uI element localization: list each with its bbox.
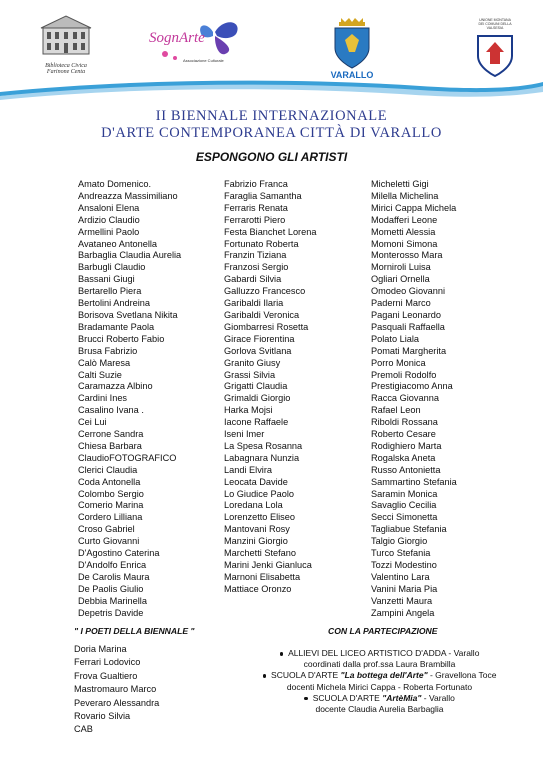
title-line-1: II BIENNALE INTERNAZIONALE [155,108,388,124]
artist-name: Gorlova Svitlana [224,345,292,356]
artist-name: Labagnara Nunzia [224,452,300,463]
artist-name: Momoni Simona [371,238,438,249]
artist-name: Depetris Davide [78,607,144,618]
poet-name: Frova Gualtiero [74,670,138,681]
artist-name: Brucci Roberto Fabio [78,333,165,344]
artist-name: Garibaldi Veronica [224,309,300,320]
artist-name: Riboldi Rossana [371,417,438,428]
unione-line1: UNIONE MONTANA [479,18,511,22]
artist-name: Russo Antonietta [371,464,441,475]
artist-name: Savaglio Cecilia [371,500,437,511]
artist-name: Rafael Leon [371,405,421,416]
artist-name: Ferraris Renata [224,202,288,213]
poet-name: CAB [74,724,93,735]
sognarte-logo [145,14,245,74]
artist-name: Avataneo Antonella [78,238,158,249]
artist-name: Sammartino Stefania [371,476,457,487]
unione-montana-logo [470,18,520,84]
artist-name: Borisova Svetlana Nikita [78,309,178,320]
artist-name: Marini Jenki Gianluca [224,560,312,570]
participation-item-title-post: - Gravellona Toce [427,670,497,681]
participation-item [252,670,507,692]
artist-name: Marnoni Elisabetta [224,571,301,582]
artist-name: Mometti Alessia [371,226,436,237]
artists-column-3 [371,179,457,620]
artist-name: Brusa Fabrizio [78,345,138,356]
artist-name: Giombarresi Rosetta [224,321,309,332]
artist-name: Porro Monica [371,357,426,368]
poets-heading: " I POETI DELLA BIENNALE " [74,626,195,636]
artist-name: Rogalska Aneta [371,452,436,463]
artist-name: Andreazza Massimiliano [78,190,178,201]
header [0,0,543,100]
artist-name: Leocata Davide [224,476,288,487]
artist-name: Fabrizio Franca [224,179,288,189]
artist-name: Premoli Rodolfo [371,369,437,380]
artist-name: Saramin Monica [371,488,438,499]
artist-name: Iacone Raffaele [224,417,289,428]
participation-list [252,648,507,715]
artist-name: Tagliabue Stefania [371,524,447,535]
artist-name: Valentino Lara [371,571,430,582]
artist-name: De Carolis Maura [78,571,150,582]
shield-icon [470,30,520,80]
artist-name: Morniroli Luisa [371,262,431,273]
artist-name: Vanini Maria Pia [371,583,438,594]
artist-name: Cei Lui [78,417,107,428]
artist-name: Cordero Lilliana [78,512,143,523]
bullet-icon [304,697,308,701]
artist-name: Turco Stefania [371,548,431,559]
artist-name: Calò Maresa [78,357,131,368]
artist-name: Monterosso Mara [371,250,443,261]
artist-name: Curto Giovanni [78,536,140,547]
poet-name: Doria Marina [74,644,127,654]
poet-name: Peveraro Alessandra [74,697,160,708]
participation-item [252,648,507,670]
artist-name: ClaudioFOTOGRAFICO [78,452,177,463]
library-name-line1: Biblioteca Civica [45,63,87,69]
artist-name: La Spesa Rosanna [224,440,303,451]
library-logo [35,14,97,78]
poets-list [74,643,159,737]
artist-name: Mantovani Rosy [224,524,290,535]
artist-name: Racca Giovanna [371,393,439,404]
artist-name: Mirici Cappa Michela [371,202,457,213]
artist-name: Polato Liala [371,333,420,344]
artist-name: Franzin Tiziana [224,250,287,261]
artist-name: Rodighiero Marta [371,440,442,451]
artist-name: Secci Simonetta [371,512,438,523]
varallo-name: VARALLO [330,70,374,80]
artist-name: Loredana Lola [224,500,283,511]
participation-item-title: ALLIEVI DEL LICEO ARTISTICO D'ADDA - Varallo [288,648,480,658]
artist-name: Omodeo Giovanni [371,286,446,297]
artist-name: Barbugli Claudio [78,262,146,273]
sognarte-subtitle: Associazione Culturale [183,58,224,63]
artist-name: Pagani Leonardo [371,309,441,320]
bullet-icon [263,674,267,678]
artist-name: Lo Giudice Paolo [224,488,294,499]
artist-name: Vanzetti Maura [371,595,433,606]
artist-name: Caramazza Albino [78,381,153,392]
artist-name: Grigatti Claudia [224,381,288,392]
bullet-icon [280,652,284,656]
artist-name: Bassani Giugi [78,274,135,285]
artist-name: Girace Fiorentina [224,333,295,344]
artist-name: De Paolis Giulio [78,583,144,594]
artist-name: Ogliari Ornella [371,274,430,285]
participation-item-title-pre: SCUOLA D'ARTE [312,692,383,703]
artist-name: Milella Michelina [371,190,439,201]
artist-name: Manzini Giorgio [224,536,288,547]
participation-heading: CON LA PARTECIPAZIONE [328,626,438,636]
artist-name: Zampini Angela [371,607,435,618]
artist-name: Galluzzo Francesco [224,286,306,297]
artist-name: Comerio Marina [78,500,144,511]
artist-name: Grassi Silvia [224,369,276,380]
participation-item-detail: docenti Michela Mirici Cappa - Roberta Fortunato [286,681,473,692]
participation-item-school-name: "ArtèMia" [382,692,422,703]
title-line-2: D'ARTE CONTEMPORANEA CITTÀ DI VARALLO [101,125,442,141]
poet-name: Ferrari Lodovico [74,657,141,668]
participation-item-detail: coordinati dalla prof.ssa Laura Brambilla [303,659,456,670]
artist-name: Gabardi Silvia [224,274,282,285]
artist-name: Micheletti Gigi [371,179,429,189]
artist-name: Lorenzetto Eliseo [224,512,295,523]
artist-name: Talgio Giorgio [371,536,428,547]
artist-name: Cardini Ines [78,393,128,404]
artist-name: Coda Antonella [78,476,141,487]
artist-name: Paderni Marco [371,298,431,309]
artist-name: Festa Bianchet Lorena [224,226,317,237]
artist-name: Franzosi Sergio [224,262,289,273]
artist-name: Barbaglia Claudia Aurelia [78,250,182,261]
artist-name: Calti Suzie [78,369,122,380]
varallo-logo [327,18,377,84]
artist-name: Debbia Marinella [78,595,147,606]
sognarte-name: SognArte [149,30,205,46]
artist-name: Colombo Sergio [78,488,144,499]
participation-item-title-post: - Varallo [421,692,455,703]
artist-name: Prestigiacomo Anna [371,381,453,392]
participation-item [252,693,507,715]
artist-name: Garibaldi Ilaria [224,298,284,309]
subtitle: ESPONGONO GLI ARTISTI [195,150,348,164]
artist-name: Ansaloni Elena [78,202,140,213]
poet-name: Mastromauro Marco [74,684,157,695]
artist-name: Bradamante Paola [78,321,155,332]
artist-name: Mattiace Oronzo [224,583,292,594]
unione-line2: DEI COMUNI DELLA VALSESIA [478,22,512,30]
artist-name: Amato Domenico. [78,179,152,189]
participation-item-school-name: "La bottega dell'Arte" [340,670,428,681]
artist-name: D'Agostino Caterina [78,548,160,559]
artist-name: Tozzi Modestino [371,560,437,570]
participation-item-detail: docente Claudia Aurelia Barbaglia [315,704,444,715]
artist-name: Harka Mojsi [224,405,273,416]
library-building-icon [35,14,97,58]
artist-name: Ferrarotti Piero [224,214,286,225]
header-wave-decoration [0,78,543,102]
artist-name: Landi Elvira [224,464,273,475]
artist-name: Casalino Ivana . [78,405,144,416]
artist-name: Armellini Paolo [78,226,140,237]
artist-name: Pasquali Raffaella [371,321,445,332]
artist-name: Fortunato Roberta [224,238,299,249]
artist-name: Croso Gabriel [78,524,135,535]
artist-name: Granito Giusy [224,357,281,368]
participation-item-title-pre: SCUOLA D'ARTE [271,670,341,681]
artist-name: Modafferi Leone [371,214,438,225]
artist-name: Roberto Cesare [371,429,436,440]
artist-name: Chiesa Barbara [78,440,142,451]
poet-name: Rovario Silvia [74,711,131,722]
artists-column-2 [224,179,316,596]
artists-column-1 [78,179,181,620]
artist-name: Grimaldi Giorgio [224,393,291,404]
artist-name: Clerici Claudia [78,464,138,475]
artist-name: Faraglia Samantha [224,190,302,201]
artist-name: D'Andolfo Enrica [78,560,147,570]
artist-name: Ardizio Claudio [78,214,140,225]
artist-name: Pomati Margherita [371,345,447,356]
artist-name: Cerrone Sandra [78,429,144,440]
artist-name: Bertarello Piera [78,286,142,297]
artist-name: Bertolini Andreina [78,298,151,309]
coat-of-arms-icon [327,18,377,70]
artist-name: Iseni Imer [224,429,265,440]
library-name-line2: Farinone Centa [46,69,86,75]
artist-name: Marchetti Stefano [224,548,297,559]
